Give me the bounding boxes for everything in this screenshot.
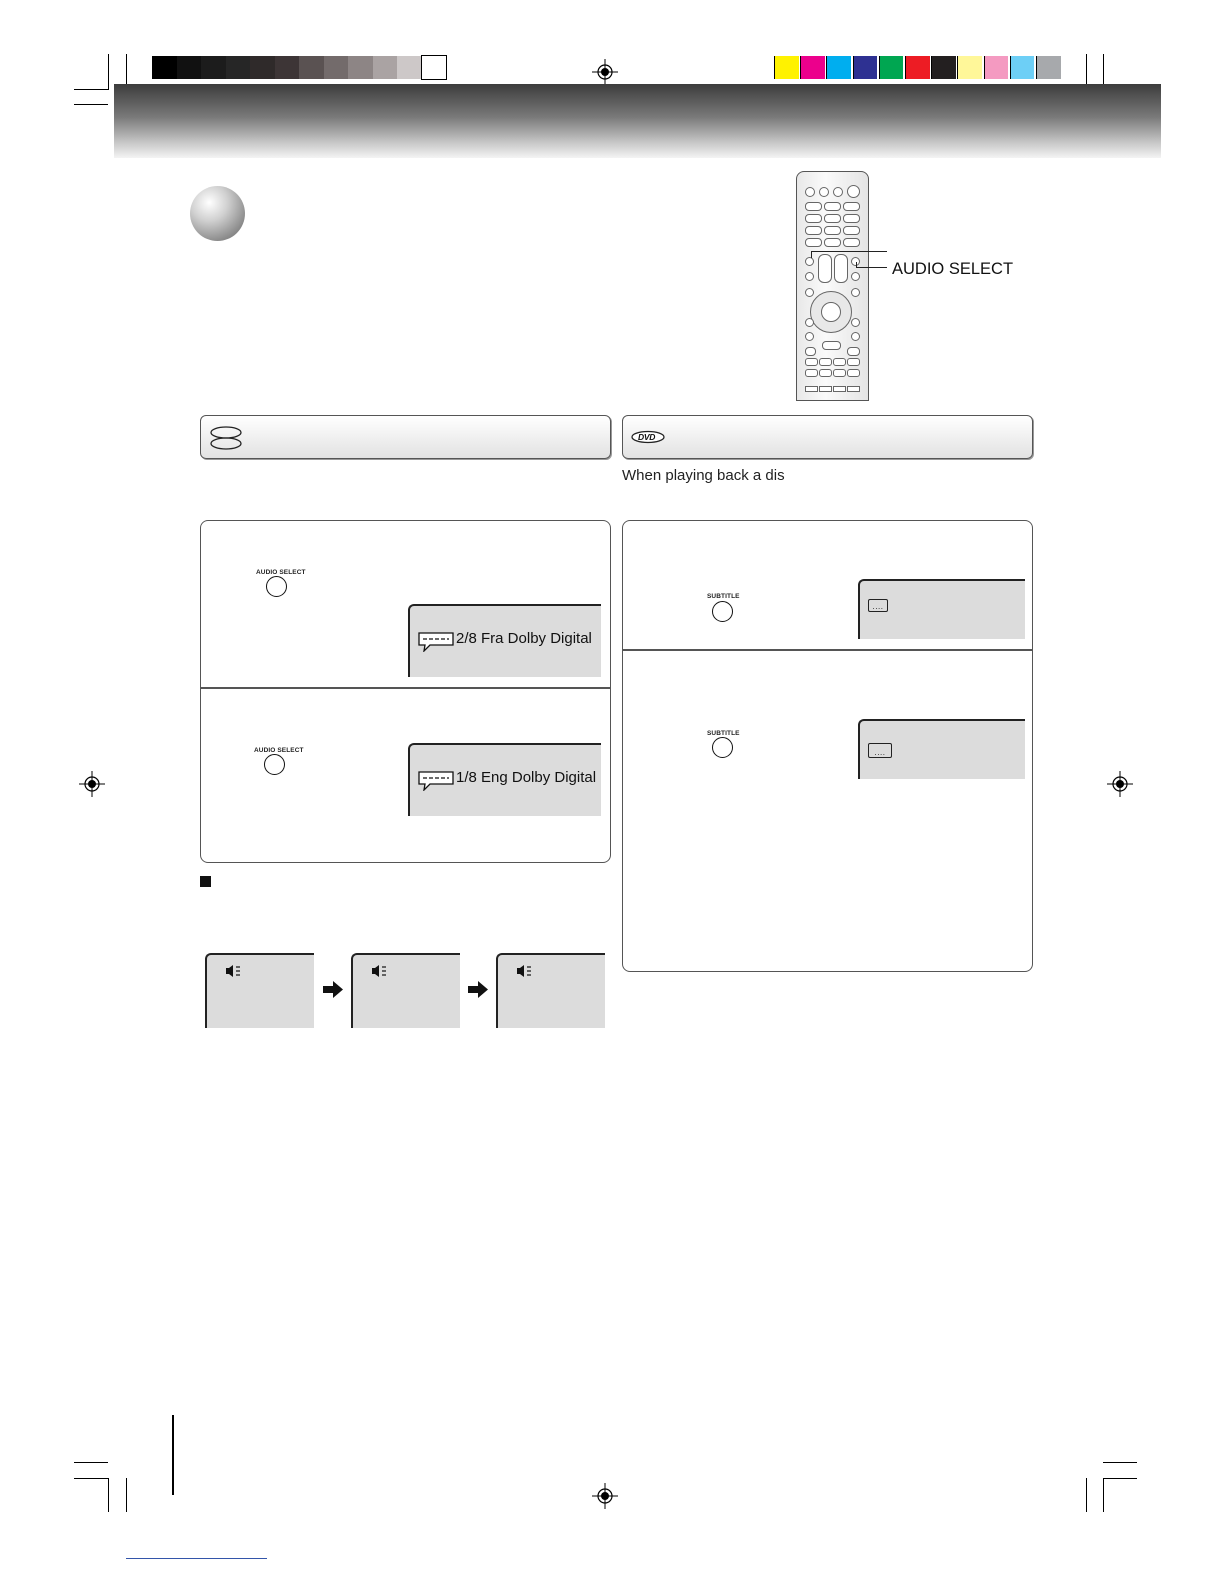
remote-control bbox=[796, 171, 869, 401]
subtitle-button[interactable] bbox=[712, 737, 733, 758]
remote-key bbox=[824, 238, 841, 247]
remote-key bbox=[824, 202, 841, 211]
crop-mark bbox=[74, 104, 108, 105]
remote-key bbox=[805, 386, 818, 392]
remote-key bbox=[847, 369, 860, 377]
remote-audio-select-key bbox=[805, 257, 814, 266]
remote-key bbox=[819, 386, 832, 392]
registration-mark-icon bbox=[1107, 771, 1133, 797]
remote-key bbox=[805, 347, 816, 356]
cd-section-header bbox=[200, 415, 611, 459]
crop-mark bbox=[126, 1478, 127, 1512]
gray-swatch bbox=[226, 56, 251, 79]
remote-key bbox=[805, 238, 822, 247]
gray-swatch bbox=[324, 56, 349, 79]
remote-key bbox=[851, 288, 860, 297]
gray-swatch bbox=[275, 56, 300, 79]
arrow-right-icon bbox=[468, 981, 488, 998]
crop-mark bbox=[1103, 1478, 1104, 1512]
audio-select-button[interactable] bbox=[266, 576, 287, 597]
remote-key bbox=[819, 358, 832, 366]
gray-swatch bbox=[177, 56, 202, 79]
gray-swatch bbox=[373, 56, 398, 79]
color-swatch bbox=[879, 56, 904, 79]
osd-audio-text: 1/8 Eng Dolby Digital bbox=[456, 769, 597, 786]
gray-swatch bbox=[152, 56, 177, 79]
remote-key bbox=[824, 214, 841, 223]
remote-key bbox=[843, 238, 860, 247]
remote-key bbox=[805, 332, 814, 341]
crop-mark bbox=[1103, 1478, 1137, 1479]
callout-line bbox=[856, 262, 857, 268]
color-swatch bbox=[1036, 56, 1061, 79]
color-swatch bbox=[931, 56, 956, 79]
remote-key bbox=[851, 272, 860, 281]
panel-divider bbox=[623, 649, 1032, 651]
crop-mark bbox=[74, 1462, 108, 1463]
crop-mark bbox=[74, 89, 108, 90]
audio-mode-screen bbox=[496, 953, 605, 1028]
gray-swatch bbox=[201, 56, 226, 79]
remote-key bbox=[833, 386, 846, 392]
subtitle-icon bbox=[868, 599, 888, 612]
remote-key bbox=[819, 369, 832, 377]
speech-bubble-icon bbox=[418, 632, 454, 652]
subtitle-button-label: SUBTITLE bbox=[707, 593, 740, 600]
audio-select-button-label: AUDIO SELECT bbox=[256, 569, 306, 576]
subtitle-icon-dots: .... bbox=[874, 748, 886, 757]
audio-select-button-label: AUDIO SELECT bbox=[254, 747, 304, 754]
audio-select-button[interactable] bbox=[264, 754, 285, 775]
remote-key bbox=[805, 202, 822, 211]
crop-mark bbox=[1103, 1462, 1137, 1463]
dvd-section-header bbox=[622, 415, 1033, 459]
remote-callout-label: AUDIO SELECT bbox=[892, 260, 1014, 278]
remote-key bbox=[843, 202, 860, 211]
color-swatch bbox=[826, 56, 851, 79]
remote-key bbox=[824, 226, 841, 235]
audio-mode-screen bbox=[205, 953, 314, 1028]
remote-key bbox=[805, 214, 822, 223]
remote-key bbox=[833, 358, 846, 366]
gray-swatch bbox=[422, 56, 447, 79]
panel-divider bbox=[201, 687, 610, 689]
speaker-icon bbox=[516, 965, 532, 977]
color-swatch bbox=[905, 56, 930, 79]
speaker-icon bbox=[225, 965, 241, 977]
remote-enter-key bbox=[821, 302, 841, 322]
remote-key bbox=[822, 341, 841, 350]
color-swatch bbox=[853, 56, 878, 79]
registration-mark-icon bbox=[592, 1483, 618, 1509]
callout-line bbox=[811, 251, 887, 252]
speech-bubble-icon bbox=[418, 771, 454, 791]
crop-mark bbox=[1086, 1478, 1087, 1512]
remote-key bbox=[847, 347, 860, 356]
cd-disc-icon bbox=[209, 426, 243, 450]
subtitle-button[interactable] bbox=[712, 601, 733, 622]
remote-volume-rocker bbox=[818, 254, 832, 283]
callout-line bbox=[811, 251, 812, 258]
subtitle-icon-dots: .... bbox=[872, 602, 884, 611]
color-swatch bbox=[984, 56, 1009, 79]
header-band bbox=[114, 84, 1161, 158]
subtitle-icon bbox=[868, 743, 892, 758]
gray-swatch bbox=[250, 56, 275, 79]
osd-audio-text: 2/8 Fra Dolby Digital bbox=[456, 630, 592, 647]
remote-key bbox=[847, 386, 860, 392]
registration-mark-icon bbox=[79, 771, 105, 797]
crop-mark bbox=[108, 1478, 109, 1512]
gray-swatch bbox=[299, 56, 324, 79]
color-swatch bbox=[1010, 56, 1035, 79]
gray-swatch bbox=[397, 56, 422, 79]
registration-mark-icon bbox=[592, 59, 618, 85]
color-swatch bbox=[800, 56, 825, 79]
remote-key bbox=[851, 318, 860, 327]
gray-swatch bbox=[348, 56, 373, 79]
callout-line bbox=[856, 267, 887, 268]
remote-power-key bbox=[847, 185, 860, 198]
remote-key bbox=[805, 272, 814, 281]
speaker-icon bbox=[371, 965, 387, 977]
remote-channel-rocker bbox=[834, 254, 848, 283]
remote-key bbox=[843, 214, 860, 223]
remote-key bbox=[833, 187, 843, 197]
remote-key bbox=[843, 226, 860, 235]
section-bullet-sphere bbox=[190, 186, 245, 241]
crop-mark bbox=[74, 1478, 108, 1479]
audio-mode-screen bbox=[351, 953, 460, 1028]
remote-key bbox=[819, 187, 829, 197]
page-footer-rule bbox=[126, 1558, 267, 1559]
subtitle-button-label: SUBTITLE bbox=[707, 730, 740, 737]
remote-key bbox=[805, 358, 818, 366]
remote-key bbox=[805, 369, 818, 377]
arrow-right-icon bbox=[323, 981, 343, 998]
square-bullet bbox=[200, 876, 211, 887]
color-swatch bbox=[774, 56, 799, 79]
dvd-intro-text: When playing back a dis bbox=[622, 467, 785, 484]
crop-mark bbox=[108, 54, 109, 90]
color-swatch bbox=[957, 56, 982, 79]
remote-key bbox=[851, 332, 860, 341]
dvd-logo-text: DVD bbox=[638, 432, 656, 442]
margin-rule bbox=[172, 1415, 174, 1495]
remote-key bbox=[847, 358, 860, 366]
remote-key bbox=[805, 318, 814, 327]
remote-key bbox=[805, 288, 814, 297]
remote-key bbox=[833, 369, 846, 377]
remote-key bbox=[805, 226, 822, 235]
remote-key bbox=[805, 187, 815, 197]
